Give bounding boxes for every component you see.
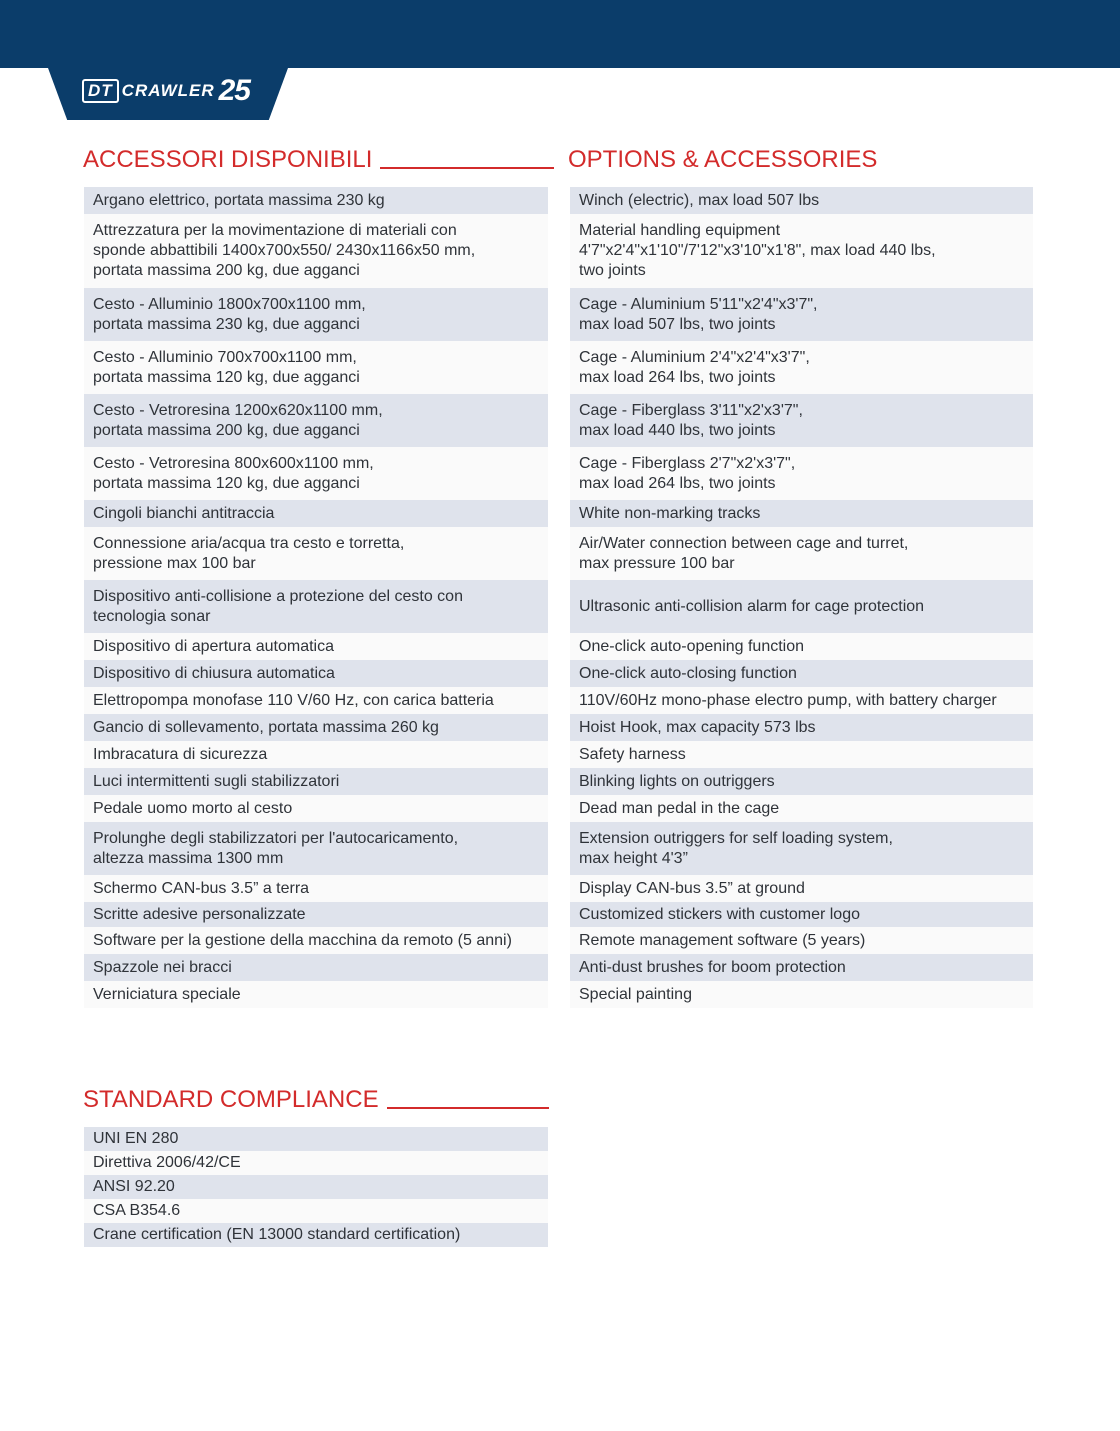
logo-name: CRAWLER <box>121 81 215 100</box>
accessory-row-en <box>570 580 1033 633</box>
accessory-row-it <box>84 187 548 214</box>
top-banner <box>0 0 1120 68</box>
accessory-text: Gancio di sollevamento, portata massima 260 kg <box>93 718 439 736</box>
accessory-row-it <box>84 341 548 394</box>
compliance-row <box>84 1199 548 1223</box>
accessory-row-it <box>84 288 548 341</box>
accessory-text: Cesto - Vetroresina 800x600x1100 mm, portata massima 120 kg, due agganci <box>93 454 374 492</box>
accessory-row-it <box>84 394 548 447</box>
accessory-text: Cesto - Vetroresina 1200x620x1100 mm, portata massima 200 kg, due agganci <box>93 401 383 439</box>
accessory-row-en <box>570 822 1033 875</box>
accessory-text: Cage - Fiberglass 3'11"x2'x3'7", max load 440 lbs, two joints <box>579 401 803 439</box>
compliance-row <box>84 1223 548 1247</box>
accessories-heading-en: OPTIONS & ACCESSORIES <box>568 146 878 173</box>
logo-prefix: DT <box>82 79 119 103</box>
accessory-row-en <box>570 714 1033 741</box>
accessory-text: Safety harness <box>579 745 686 763</box>
accessory-row-it <box>84 741 548 768</box>
accessory-row-en <box>570 687 1033 714</box>
brand-logo <box>82 76 250 106</box>
accessory-text: Dispositivo di apertura automatica <box>93 637 335 655</box>
heading-rule <box>380 167 554 169</box>
accessory-text: Cage - Aluminium 2'4"x2'4"x3'7", max load 264 lbs, two joints <box>579 348 810 386</box>
accessory-row-it <box>84 768 548 795</box>
accessory-row-en <box>570 981 1033 1008</box>
accessories-list-en <box>570 187 1033 1008</box>
accessory-text: Spazzole nei bracci <box>93 958 232 976</box>
accessory-row-it <box>84 214 548 288</box>
accessory-text: Schermo CAN-bus 3.5” a terra <box>93 879 310 897</box>
accessory-row-en <box>570 741 1033 768</box>
accessory-text: Pedale uomo morto al cesto <box>93 799 293 817</box>
accessory-text: Cage - Fiberglass 2'7"x2'x3'7", max load 264 lbs, two joints <box>579 454 796 492</box>
accessory-text: Material handling equipment 4'7"x2'4"x1'10"/7'12"x3'10"x1'8", max load 440 lbs, two joints <box>579 222 936 279</box>
accessory-row-en <box>570 768 1033 795</box>
accessory-row-it <box>84 660 548 687</box>
compliance-text: UNI EN 280 <box>93 1130 179 1147</box>
accessory-text: Software per la gestione della macchina da remoto (5 anni) <box>93 931 512 949</box>
accessory-text: Ultrasonic anti-collision alarm for cage protection <box>579 597 925 615</box>
accessory-text: Display CAN-bus 3.5” at ground <box>579 879 805 897</box>
compliance-list <box>84 1127 548 1247</box>
accessory-row-en <box>570 187 1033 214</box>
accessory-text: Dispositivo di chiusura automatica <box>93 664 335 682</box>
accessory-row-en <box>570 660 1033 687</box>
accessory-row-it <box>84 580 548 633</box>
accessory-row-en <box>570 954 1033 981</box>
compliance-text: CSA B354.6 <box>93 1202 181 1219</box>
accessory-text: Elettropompa monofase 110 V/60 Hz, con carica batteria <box>93 691 494 709</box>
accessory-text: Imbracatura di sicurezza <box>93 745 268 763</box>
accessory-row-it <box>84 981 548 1008</box>
accessory-row-en <box>570 394 1033 447</box>
accessory-row-it <box>84 500 548 527</box>
accessories-list-it <box>84 187 548 1008</box>
compliance-text: ANSI 92.20 <box>93 1178 175 1195</box>
accessory-text: Verniciatura speciale <box>93 985 241 1003</box>
accessory-row-it <box>84 822 548 875</box>
accessory-row-it <box>84 927 548 954</box>
accessory-row-en <box>570 795 1033 822</box>
accessory-text: Cesto - Alluminio 700x700x1100 mm, portata massima 120 kg, due agganci <box>93 348 360 386</box>
compliance-heading: STANDARD COMPLIANCE <box>83 1086 549 1114</box>
accessory-text: Dead man pedal in the cage <box>579 799 780 817</box>
accessory-text: One-click auto-opening function <box>579 637 805 655</box>
accessory-row-en <box>570 527 1033 580</box>
accessory-text: Dispositivo anti-collisione a protezione del cesto con tecnologia sonar <box>93 587 463 625</box>
accessory-text: Cesto - Alluminio 1800x700x1100 mm, portata massima 230 kg, due agganci <box>93 295 366 333</box>
heading-rule <box>387 1107 549 1109</box>
compliance-text: Direttiva 2006/42/CE <box>93 1154 241 1171</box>
accessory-row-it <box>84 954 548 981</box>
accessory-row-en <box>570 927 1033 954</box>
compliance-row <box>84 1175 548 1199</box>
compliance-row <box>84 1151 548 1175</box>
accessory-text: Special painting <box>579 985 692 1003</box>
accessory-text: Attrezzatura per la movimentazione di materiali con sponde abbattibili 1400x700x550/ 2430x1166x50 mm, portata massima 200 kg, due agganci <box>93 222 476 279</box>
accessory-row-it <box>84 527 548 580</box>
accessory-text: Hoist Hook, max capacity 573 lbs <box>579 718 816 736</box>
accessory-row-it <box>84 687 548 714</box>
accessory-text: 110V/60Hz mono-phase electro pump, with battery charger <box>579 691 997 709</box>
accessory-row-it <box>84 714 548 741</box>
accessory-row-en <box>570 500 1033 527</box>
accessory-row-en <box>570 633 1033 660</box>
accessory-row-en <box>570 214 1033 288</box>
accessories-heading-it: ACCESSORI DISPONIBILI <box>83 146 554 174</box>
accessory-text: Argano elettrico, portata massima 230 kg <box>93 191 385 209</box>
accessory-row-it <box>84 902 548 927</box>
accessory-text: Blinking lights on outriggers <box>579 772 775 790</box>
compliance-text: Crane certification (EN 13000 standard certification) <box>93 1226 461 1243</box>
accessory-text: White non-marking tracks <box>579 504 761 522</box>
compliance-row <box>84 1127 548 1151</box>
accessory-text: One-click auto-closing function <box>579 664 797 682</box>
accessory-text: Prolunghe degli stabilizzatori per l'autocaricamento, altezza massima 1300 mm <box>93 829 459 867</box>
accessory-row-en <box>570 288 1033 341</box>
accessory-text: Customized stickers with customer logo <box>579 905 860 923</box>
accessory-text: Luci intermittenti sugli stabilizzatori <box>93 772 340 790</box>
accessory-row-en <box>570 875 1033 902</box>
accessory-text: Air/Water connection between cage and turret, max pressure 100 bar <box>579 534 909 572</box>
accessory-text: Anti-dust brushes for boom protection <box>579 958 846 976</box>
accessory-row-it <box>84 795 548 822</box>
accessory-row-it <box>84 633 548 660</box>
accessory-text: Connessione aria/acqua tra cesto e torretta, pressione max 100 bar <box>93 534 405 572</box>
accessory-text: Remote management software (5 years) <box>579 931 866 949</box>
logo-model: 25 <box>218 74 250 107</box>
accessory-row-en <box>570 447 1033 500</box>
accessory-text: Scritte adesive personalizzate <box>93 905 306 923</box>
accessory-row-en <box>570 341 1033 394</box>
accessory-text: Cingoli bianchi antitraccia <box>93 504 275 522</box>
accessory-text: Winch (electric), max load 507 lbs <box>579 191 820 209</box>
accessory-row-it <box>84 875 548 902</box>
accessory-row-it <box>84 447 548 500</box>
accessory-text: Extension outriggers for self loading system, max height 4'3” <box>579 829 893 867</box>
accessory-text: Cage - Aluminium 5'11"x2'4"x3'7", max load 507 lbs, two joints <box>579 295 818 333</box>
accessory-row-en <box>570 902 1033 927</box>
